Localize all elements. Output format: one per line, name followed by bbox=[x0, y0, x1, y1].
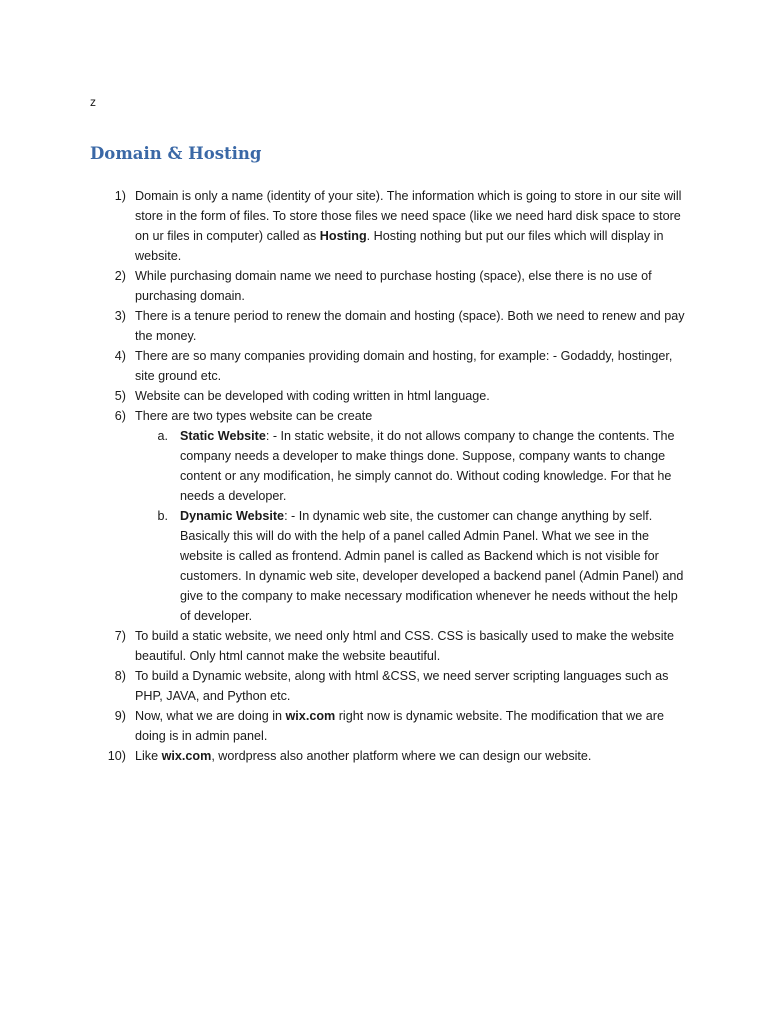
list-item: 6) There are two types website can be create bbox=[114, 409, 373, 423]
sub-list-item: b. Dynamic Website: - In dynamic web site, the customer can change anything by self. Basically this will do with the help of a panel called Admin Panel. What we see in the website is called as frontend. Admin panel is called as Backend which is not visible for customers. In dynamic web site, developer developed a backend panel (Admin Panel) and give to the company to make necessary modification whenever he needs without the help of developer. bbox=[157, 509, 684, 623]
list-item: 1) Domain is only a name (identity of your site). The information which is going to store in our site will store in the form of files. To store those files we need space (like we need hard disk space to store on ur files in computer) called as Hosting. Hosting nothing but put our files which will display in website. bbox=[114, 189, 682, 263]
list-item: 7) To build a static website, we need only html and CSS. CSS is basically used to make the website beautiful. Only html cannot make the website beautiful. bbox=[114, 629, 675, 663]
list-item: 9) Now, what we are doing in wix.com right now is dynamic website. The modification that we are doing is in admin panel. bbox=[114, 709, 664, 743]
numbered-list bbox=[90, 186, 690, 766]
list-item: 3) There is a tenure period to renew the domain and hosting (space). Both we need to renew and pay the money. bbox=[114, 309, 685, 343]
list-item: 10) Like wix.com, wordpress also another platform where we can design our website. bbox=[107, 749, 592, 763]
list-item: 4) There are so many companies providing domain and hosting, for example: - Godaddy, hostinger, site ground etc. bbox=[114, 349, 673, 383]
sub-list-item: a. Static Website: - In static website, it do not allows company to change the contents. The company needs a developer to make things done. Suppose, company wants to change content or any modification, he simply cannot do. Without coding knowledge. For that he needs a developer. bbox=[157, 429, 675, 503]
page-title: Domain & Hosting bbox=[90, 144, 262, 163]
page-letter: z bbox=[90, 95, 96, 109]
list-item: 8) To build a Dynamic website, along with html &CSS, we need server scripting languages such as PHP, JAVA, and Python etc. bbox=[114, 669, 669, 703]
list-item: 5) Website can be developed with coding written in html language. bbox=[114, 389, 490, 403]
list-item: 2) While purchasing domain name we need to purchase hosting (space), else there is no use of purchasing domain. bbox=[114, 269, 652, 303]
